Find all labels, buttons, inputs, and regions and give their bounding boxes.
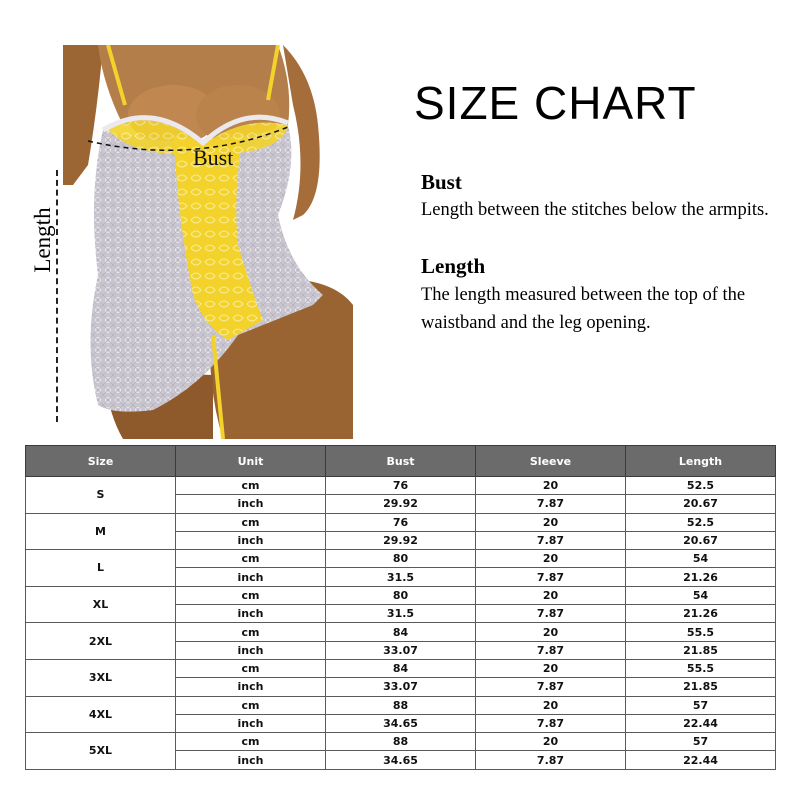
size-chart-table	[25, 445, 776, 770]
unit-cell: inch	[176, 495, 326, 513]
bust-cell: 31.5	[326, 568, 476, 586]
length-cell: 54	[626, 586, 776, 604]
unit-cell: cm	[176, 477, 326, 495]
header-bust: Bust	[326, 446, 476, 477]
length-cell: 22.44	[626, 751, 776, 769]
table-row	[26, 513, 776, 531]
table-row	[26, 623, 776, 641]
length-cell: 55.5	[626, 623, 776, 641]
length-measure-label: Length	[30, 207, 55, 273]
table-row	[26, 550, 776, 568]
length-cell: 20.67	[626, 531, 776, 549]
bust-cell: 84	[326, 623, 476, 641]
bust-cell: 34.65	[326, 751, 476, 769]
size-cell: S	[26, 477, 176, 514]
sleeve-cell: 7.87	[476, 531, 626, 549]
unit-cell: cm	[176, 623, 326, 641]
sleeve-cell: 7.87	[476, 568, 626, 586]
unit-cell: inch	[176, 714, 326, 732]
unit-cell: cm	[176, 513, 326, 531]
sleeve-cell: 20	[476, 733, 626, 751]
lingerie-dress-illustration	[63, 45, 353, 439]
bust-cell: 31.5	[326, 605, 476, 623]
sleeve-cell: 20	[476, 586, 626, 604]
length-cell: 52.5	[626, 513, 776, 531]
length-cell: 20.67	[626, 495, 776, 513]
sleeve-cell: 20	[476, 696, 626, 714]
bust-cell: 88	[326, 696, 476, 714]
bust-cell: 76	[326, 477, 476, 495]
unit-cell: cm	[176, 696, 326, 714]
size-cell: M	[26, 513, 176, 550]
bust-definition-text: Length between the stitches below the armpits.	[421, 200, 769, 220]
bust-cell: 29.92	[326, 495, 476, 513]
bust-cell: 84	[326, 659, 476, 677]
sleeve-cell: 20	[476, 550, 626, 568]
unit-cell: inch	[176, 641, 326, 659]
unit-cell: inch	[176, 568, 326, 586]
header-length: Length	[626, 446, 776, 477]
size-cell: 4XL	[26, 696, 176, 733]
header-unit: Unit	[176, 446, 326, 477]
length-definition-term: Length	[421, 254, 486, 278]
table-row	[26, 477, 776, 495]
size-cell: L	[26, 550, 176, 587]
length-cell: 21.85	[626, 678, 776, 696]
sleeve-cell: 20	[476, 623, 626, 641]
table-row	[26, 659, 776, 677]
length-cell: 21.26	[626, 605, 776, 623]
unit-cell: inch	[176, 531, 326, 549]
length-definition-text: The length measured between the top of the waistband and the leg opening.	[421, 285, 746, 333]
length-cell: 55.5	[626, 659, 776, 677]
length-cell: 57	[626, 733, 776, 751]
sleeve-cell: 7.87	[476, 641, 626, 659]
unit-cell: inch	[176, 751, 326, 769]
size-cell: XL	[26, 586, 176, 623]
length-cell: 22.44	[626, 714, 776, 732]
bust-cell: 80	[326, 550, 476, 568]
bust-cell: 88	[326, 733, 476, 751]
bust-definition-term: Bust	[421, 170, 462, 194]
sleeve-cell: 7.87	[476, 751, 626, 769]
sleeve-cell: 7.87	[476, 714, 626, 732]
header-sleeve: Sleeve	[476, 446, 626, 477]
length-cell: 52.5	[626, 477, 776, 495]
sleeve-cell: 20	[476, 659, 626, 677]
unit-cell: cm	[176, 586, 326, 604]
size-cell: 5XL	[26, 733, 176, 770]
page-title: SIZE CHART	[414, 77, 697, 129]
size-cell: 3XL	[26, 659, 176, 696]
sleeve-cell: 7.87	[476, 495, 626, 513]
table-header-row	[26, 446, 776, 477]
table-row	[26, 733, 776, 751]
unit-cell: cm	[176, 733, 326, 751]
table-row	[26, 586, 776, 604]
size-cell: 2XL	[26, 623, 176, 660]
unit-cell: cm	[176, 550, 326, 568]
bust-cell: 76	[326, 513, 476, 531]
sleeve-cell: 20	[476, 477, 626, 495]
bust-cell: 33.07	[326, 641, 476, 659]
sleeve-cell: 7.87	[476, 605, 626, 623]
bust-measure-label: Bust	[193, 145, 234, 170]
length-cell: 57	[626, 696, 776, 714]
header-size: Size	[26, 446, 176, 477]
bust-cell: 80	[326, 586, 476, 604]
length-cell: 54	[626, 550, 776, 568]
bust-cell: 33.07	[326, 678, 476, 696]
unit-cell: cm	[176, 659, 326, 677]
length-measure-line	[56, 170, 58, 422]
unit-cell: inch	[176, 678, 326, 696]
length-cell: 21.26	[626, 568, 776, 586]
sleeve-cell: 20	[476, 513, 626, 531]
bust-cell: 34.65	[326, 714, 476, 732]
product-photo	[63, 45, 353, 439]
unit-cell: inch	[176, 605, 326, 623]
bust-cell: 29.92	[326, 531, 476, 549]
sleeve-cell: 7.87	[476, 678, 626, 696]
table-row	[26, 696, 776, 714]
length-cell: 21.85	[626, 641, 776, 659]
